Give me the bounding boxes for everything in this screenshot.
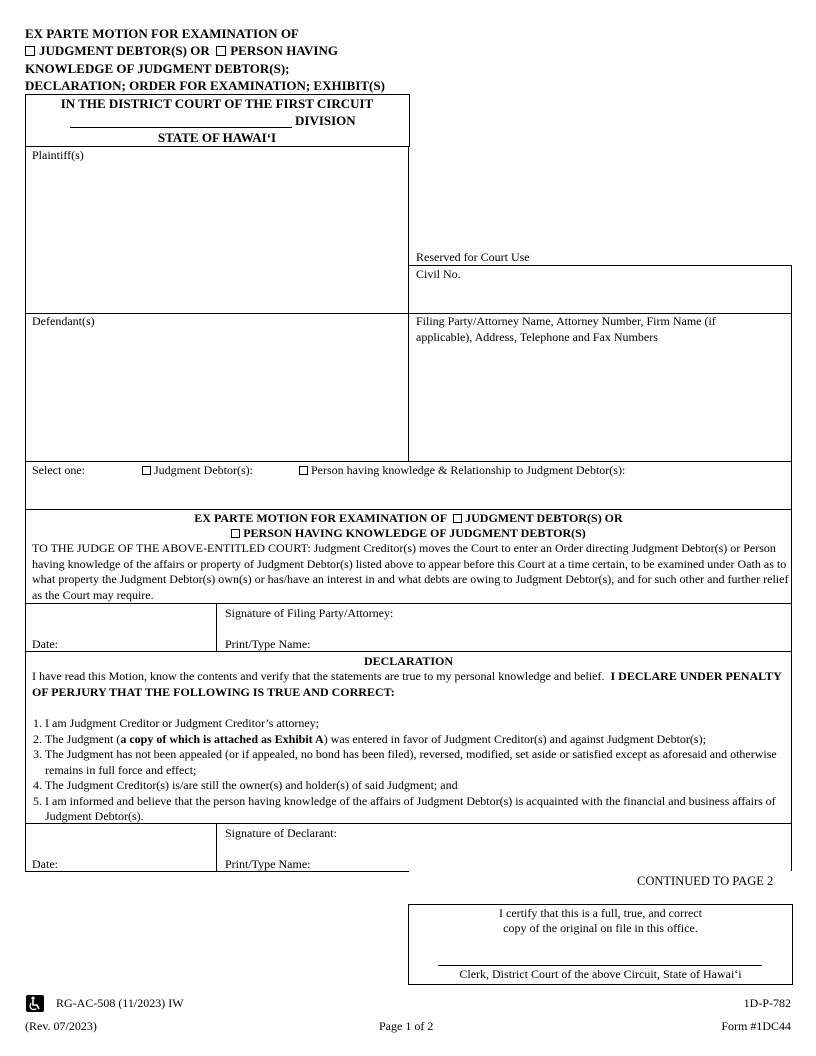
clerk-label: Clerk, District Court of the above Circuit, State of Hawaiʻi (459, 967, 742, 981)
declaration-item-3: 3. The Judgment has not been appealed (or if appealed, no bond has been filed), reversed, modified, set aside or satisfied except as aforesaid and otherwise remains in full force and effect; (45, 747, 789, 778)
declarant-print-name-field[interactable] (325, 854, 405, 870)
defendant-label: Defendant(s) (32, 314, 95, 328)
form-title-line4: DECLARATION; ORDER FOR EXAMINATION; EXHIBIT(S) (25, 78, 385, 93)
civil-no-field[interactable] (470, 267, 788, 311)
certify-line1: I certify that this is a full, true, and correct (499, 906, 702, 920)
division-label: DIVISION (295, 113, 356, 128)
declaration-list (32, 716, 789, 825)
court-name: IN THE DISTRICT COURT OF THE FIRST CIRCUIT (60, 96, 374, 111)
form-number: Form #1DC44 (721, 1019, 791, 1033)
motion-heading-line2: PERSON HAVING KNOWLEDGE OF JUDGMENT DEBTOR(S) (25, 526, 792, 541)
person-knowledge-checkbox[interactable] (299, 466, 308, 475)
motion-print-name-field[interactable] (325, 634, 787, 650)
motion-person-knowledge-checkbox[interactable] (231, 529, 240, 538)
declaration-item-2: 2. The Judgment (a copy of which is attached as Exhibit A) was entered in favor of Judgment Creditor(s) and against Judgment Debtor(s); (45, 732, 789, 748)
page-number: Page 1 of 2 (379, 1019, 434, 1033)
civil-no-label: Civil No. (416, 267, 461, 281)
plaintiff-field[interactable] (26, 164, 406, 311)
motion-date-field[interactable] (64, 606, 212, 650)
select-one-label: Select one: (32, 463, 85, 477)
perjury-statement: I DECLARE UNDER PENALTY OF PERJURY THAT THE FOLLOWING IS TRUE AND CORRECT: (32, 669, 782, 699)
clerk-signature-line[interactable] (438, 965, 762, 966)
division-blank[interactable] (70, 127, 292, 128)
continued-note: CONTINUED TO PAGE 2 (637, 874, 774, 888)
declarant-signature-label: Signature of Declarant: (225, 826, 337, 840)
form-title-line1: EX PARTE MOTION FOR EXAMINATION OF (25, 26, 299, 41)
person-having-knowledge-title-checkbox[interactable] (216, 46, 226, 56)
motion-print-name-label: Print/Type Name: (225, 637, 311, 651)
declarant-date-field[interactable] (64, 826, 212, 870)
declarant-print-name-label: Print/Type Name: (225, 857, 311, 871)
plaintiff-label: Plaintiff(s) (32, 148, 84, 162)
declaration-heading: DECLARATION (363, 654, 454, 668)
state-label: STATE OF HAWAIʻI (157, 130, 277, 145)
defendant-field[interactable] (26, 331, 406, 459)
motion-body: TO THE JUDGE OF THE ABOVE-ENTITLED COURT: Judgment Creditor(s) moves the Court to enter an Order directing Judgment Debtor(s) or Person having knowledge of the affairs or property of Judgment Debtor(s) listed above to appear before this Court at a time certain, to be examined under Oath as to what property the Judgment Debtor(s) own(s) or has/have an interest in and what debts are owing to Judgment Debtor(s), and for such other and further relief as the Court may require. (32, 541, 789, 602)
motion-date-label: Date: (32, 637, 58, 651)
judgment-debtor-title-checkbox[interactable] (25, 46, 35, 56)
form-id: 1D-P-782 (743, 996, 791, 1010)
select-judgment-debtor: Judgment Debtor(s): (142, 463, 253, 478)
form-code: RG-AC-508 (11/2023) IW (56, 996, 184, 1010)
declaration-item-4: 4. The Judgment Creditor(s) is/are still the owner(s) and holder(s) of said Judgment; and (45, 778, 789, 794)
motion-signature-label: Signature of Filing Party/Attorney: (225, 606, 394, 620)
declarant-signature-field[interactable] (355, 826, 787, 852)
motion-signature-field[interactable] (415, 606, 787, 632)
form-title-line2: JUDGMENT DEBTOR(S) OR PERSON HAVING (25, 42, 338, 59)
motion-judgment-debtor-checkbox[interactable] (453, 514, 462, 523)
declarant-date-label: Date: (32, 857, 58, 871)
accessibility-icon (26, 995, 44, 1012)
filing-party-field[interactable] (410, 347, 790, 459)
filing-party-label: Filing Party/Attorney Name, Attorney Number, Firm Name (if applicable), Address, Telephone and Fax Numbers (416, 314, 716, 344)
declaration-item-1: 1. I am Judgment Creditor or Judgment Creditor’s attorney; (45, 716, 789, 732)
certify-line2: copy of the original on file in this office. (503, 921, 698, 935)
declaration-item-5: 5. I am informed and believe that the person having knowledge of the affairs of Judgment Debtor(s) is acquainted with the financial and business affairs of Judgment Debtor(s). (45, 794, 789, 825)
select-person-knowledge: Person having knowledge & Relationship to Judgment Debtor(s): (299, 463, 625, 478)
reserved-court-use: Reserved for Court Use (416, 250, 530, 264)
form-title-line3: KNOWLEDGE OF JUDGMENT DEBTOR(S); (25, 61, 290, 76)
motion-heading-line1: EX PARTE MOTION FOR EXAMINATION OF JUDGMENT DEBTOR(S) OR (194, 511, 623, 525)
judgment-debtor-checkbox[interactable] (142, 466, 151, 475)
declaration-intro: I have read this Motion, know the contents and verify that the statements are true to my personal knowledge and belief. I DECLARE UNDER PENALTY OF PERJURY THAT THE FOLLOWING IS TRUE AND CORRECT: (32, 669, 782, 699)
revision-date: (Rev. 07/2023) (25, 1019, 97, 1033)
